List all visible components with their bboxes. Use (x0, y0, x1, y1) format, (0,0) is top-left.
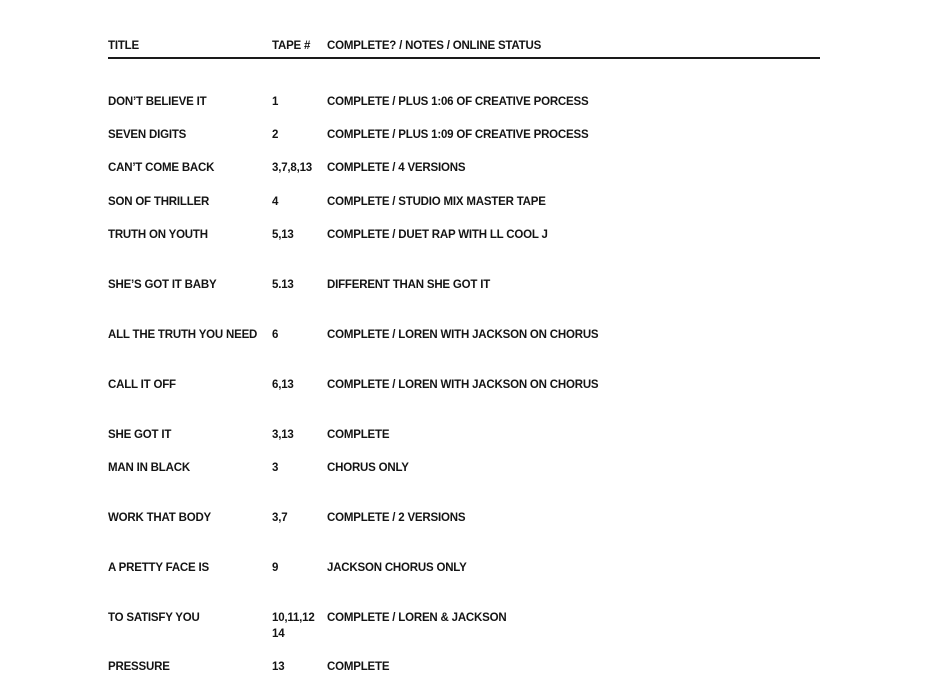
row-tape: 4 (272, 196, 279, 208)
row-tape: 10,11,12 14 (272, 612, 315, 640)
row-notes: COMPLETE / PLUS 1:06 OF CREATIVE PORCESS (327, 96, 589, 108)
row-tape: 5.13 (272, 279, 294, 291)
row-title: A PRETTY FACE IS (108, 562, 209, 574)
row-tape: 2 (272, 129, 279, 141)
row-tape: 3,7 (272, 512, 288, 524)
row-notes: COMPLETE / LOREN WITH JACKSON ON CHORUS (327, 379, 599, 391)
row-title: TO SATISFY YOU (108, 612, 200, 624)
row-title: SHE GOT IT (108, 429, 172, 441)
row-notes: COMPLETE / LOREN & JACKSON (327, 612, 507, 624)
row-notes: CHORUS ONLY (327, 462, 409, 474)
row-title: DON’T BELIEVE IT (108, 96, 207, 108)
column-header-notes: COMPLETE? / NOTES / ONLINE STATUS (327, 40, 542, 52)
row-title: CAN’T COME BACK (108, 162, 215, 174)
row-tape: 3 (272, 462, 279, 474)
row-title: SEVEN DIGITS (108, 129, 187, 141)
row-tape: 1 (272, 96, 279, 108)
row-tape: 5,13 (272, 229, 294, 241)
row-notes: COMPLETE / DUET RAP WITH LL COOL J (327, 229, 548, 241)
row-title: SON OF THRILLER (108, 196, 210, 208)
row-notes: COMPLETE / LOREN WITH JACKSON ON CHORUS (327, 329, 599, 341)
row-title: ALL THE TRUTH YOU NEED (108, 329, 258, 341)
row-tape: 3,7,8,13 (272, 162, 312, 174)
row-title: CALL IT OFF (108, 379, 176, 391)
row-notes: COMPLETE / 4 VERSIONS (327, 162, 466, 174)
row-notes: JACKSON CHORUS ONLY (327, 562, 467, 574)
row-tape: 6,13 (272, 379, 294, 391)
column-header-tape: TAPE # (272, 40, 311, 52)
header-divider (108, 57, 820, 59)
row-tape: 9 (272, 562, 279, 574)
row-tape: 13 (272, 661, 285, 673)
row-tape: 3,13 (272, 429, 294, 441)
row-title: MAN IN BLACK (108, 462, 190, 474)
row-notes: COMPLETE / PLUS 1:09 OF CREATIVE PROCESS (327, 129, 589, 141)
row-title: TRUTH ON YOUTH (108, 229, 208, 241)
row-title: WORK THAT BODY (108, 512, 212, 524)
row-notes: COMPLETE (327, 661, 390, 673)
column-header-title: TITLE (108, 40, 139, 52)
row-tape: 6 (272, 329, 279, 341)
row-notes: COMPLETE / STUDIO MIX MASTER TAPE (327, 196, 546, 208)
row-title: PRESSURE (108, 661, 170, 673)
row-notes: COMPLETE (327, 429, 390, 441)
row-notes: COMPLETE / 2 VERSIONS (327, 512, 466, 524)
row-title: SHE’S GOT IT BABY (108, 279, 217, 291)
row-notes: DIFFERENT THAN SHE GOT IT (327, 279, 491, 291)
